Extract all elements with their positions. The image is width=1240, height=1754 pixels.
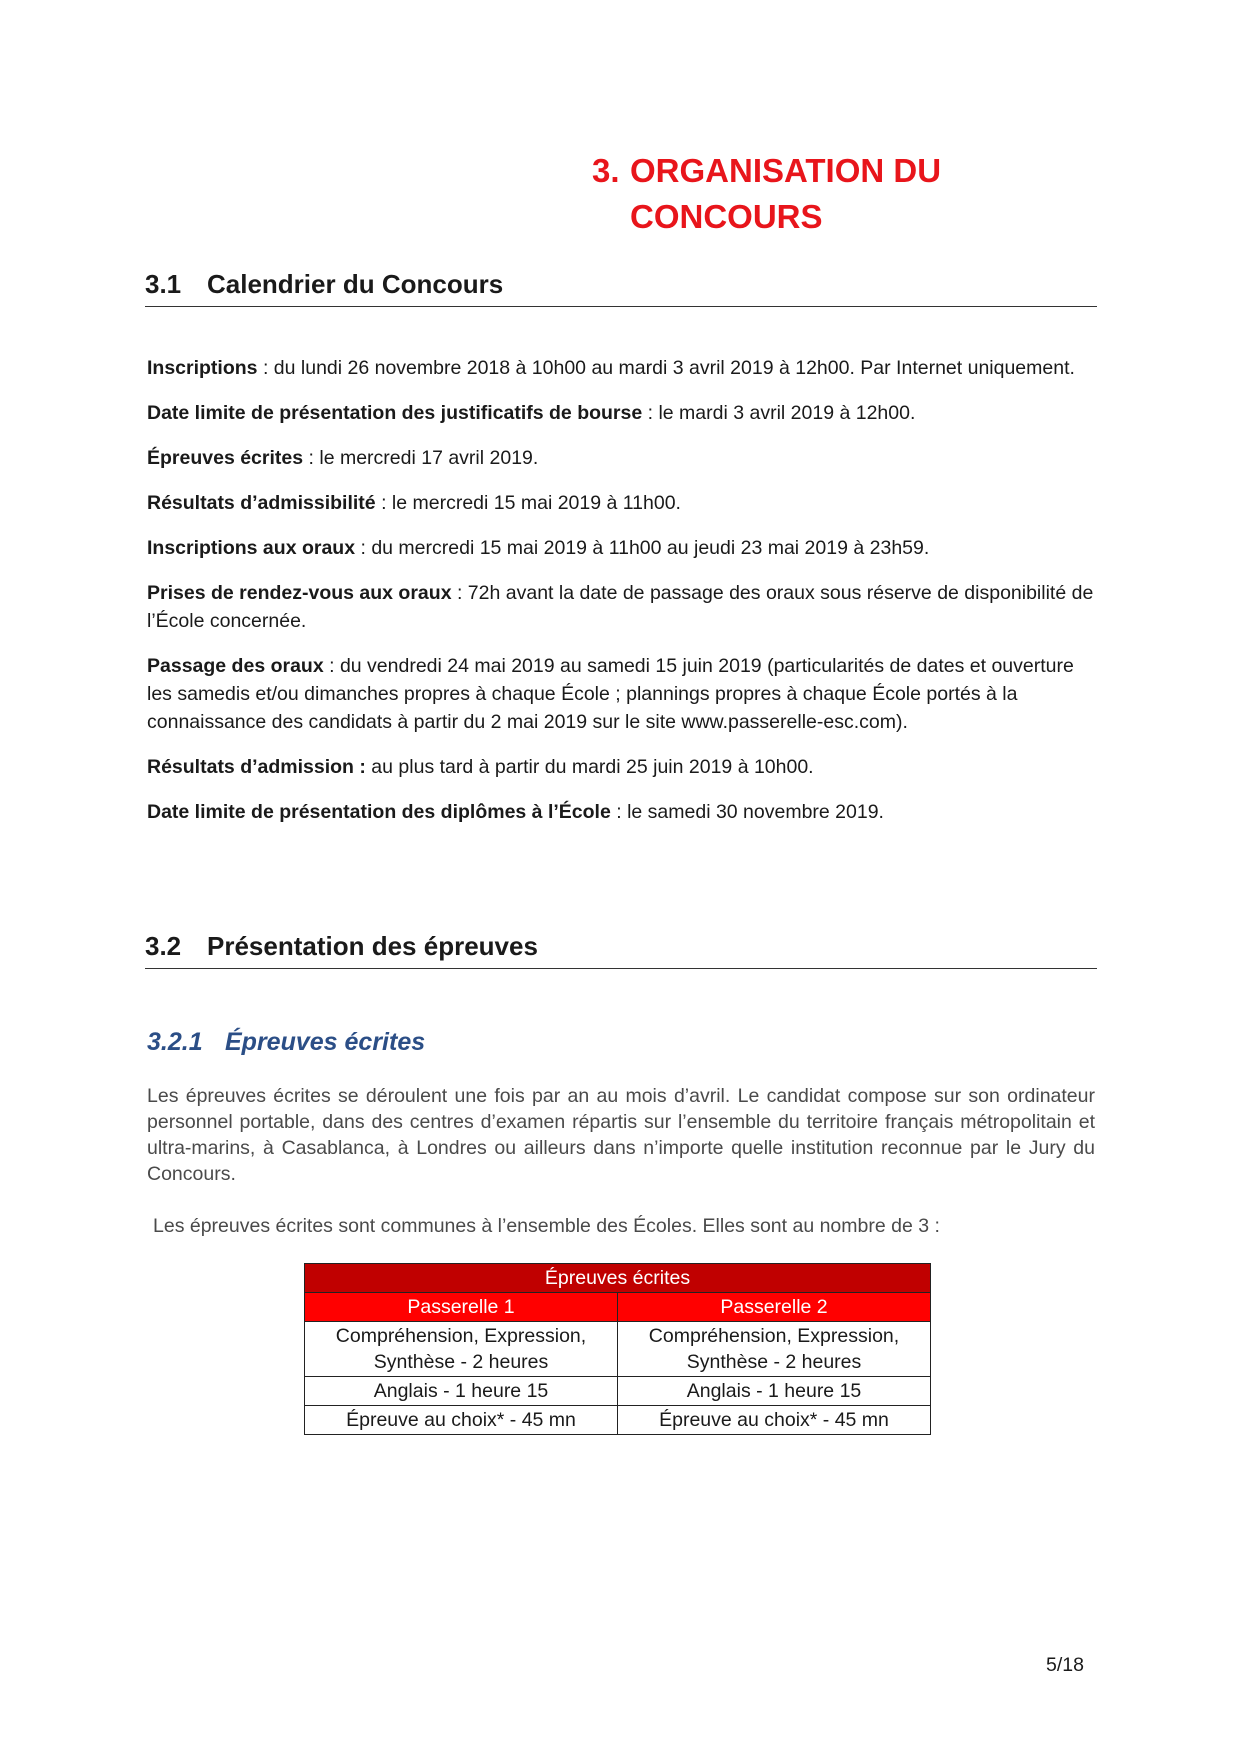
calendar-item [147, 399, 1097, 427]
table-cell: Épreuve au choix* - 45 mn [618, 1406, 931, 1435]
calendar-item-text: : du lundi 26 novembre 2018 à 10h00 au mardi 3 avril 2019 à 12h00. Par Internet uniquement. [257, 357, 1075, 379]
table-row [305, 1322, 931, 1377]
exam-table [304, 1263, 931, 1435]
calendar-item-text: : le mardi 3 avril 2019 à 12h00. [642, 402, 916, 424]
calendar-item-label: Passage des oraux [147, 655, 324, 677]
table-cell: Anglais - 1 heure 15 [618, 1377, 931, 1406]
calendar-item [147, 534, 1097, 562]
calendar-item-text: : le samedi 30 novembre 2019. [610, 801, 884, 823]
chapter-title-line1: ORGANISATION DU [630, 152, 942, 189]
calendar-item-label: Date limite de présentation des justificatifs de bourse [147, 402, 643, 424]
chapter-title [592, 148, 1012, 240]
table-row [305, 1377, 931, 1406]
calendar-item [147, 753, 1097, 781]
section-title: Présentation des épreuves [207, 931, 538, 961]
section-title: Calendrier du Concours [207, 269, 504, 299]
calendar-item-label: Date limite de présentation des diplômes à l’École [147, 801, 611, 823]
calendar-item-text: au plus tard à partir du mardi 25 juin 2019 à 10h00. [365, 756, 814, 778]
calendar-item-label: Inscriptions aux oraux [147, 537, 356, 559]
calendar-item-text: : du mercredi 15 mai 2019 à 11h00 au jeudi 23 mai 2019 à 23h59. [355, 537, 930, 559]
chapter-title-line2: CONCOURS [630, 198, 823, 235]
section-number: 3.1 [145, 269, 182, 299]
calendar-item-text: : le mercredi 15 mai 2019 à 11h00. [375, 492, 681, 514]
exam-count-paragraph: Les épreuves écrites sont communes à l’ensemble des Écoles. Elles sont au nombre de 3 : [153, 1215, 940, 1237]
calendar-item [147, 798, 1097, 826]
table-row [305, 1406, 931, 1435]
section-heading-exams [145, 930, 1097, 969]
exam-table-title: Épreuves écrites [305, 1264, 931, 1293]
calendar-item-text: : 72h avant la date de passage des oraux sous réserve de disponibilité de l’École concernée. [147, 582, 1094, 632]
page-number: 5/18 [1046, 1654, 1084, 1676]
calendar-item-label: Résultats d’admission : [147, 756, 366, 778]
subsection-heading-written-exams [147, 1028, 425, 1057]
intro-paragraph: Les épreuves écrites se déroulent une fois par an au mois d’avril. Le candidat compose sur son ordinateur personnel portable, dans des centres d’examen répartis sur l’ensemble du territoire français métropolitain et ultra-marins, à Casablanca, à Londres ou ailleurs dans n’importe quelle institution reconnue par le Jury du Concours. [147, 1085, 1095, 1185]
table-cell: Anglais - 1 heure 15 [305, 1377, 618, 1406]
subsection-number: 3.2.1 [147, 1028, 203, 1056]
table-cell: Compréhension, Expression, Synthèse - 2 heures [618, 1322, 931, 1377]
calendar-item-label: Inscriptions [147, 357, 258, 379]
calendar-item [147, 579, 1097, 635]
calendar-item [147, 444, 1097, 472]
section-heading-calendar [145, 268, 1097, 307]
table-cell: Compréhension, Expression, Synthèse - 2 heures [305, 1322, 618, 1377]
section-number: 3.2 [145, 931, 182, 961]
subsection-title: Épreuves écrites [225, 1028, 426, 1056]
calendar-item-label: Épreuves écrites [147, 447, 304, 469]
calendar-item [147, 652, 1097, 736]
calendar-item-text: : le mercredi 17 avril 2019. [303, 447, 539, 469]
exam-table-column-header: Passerelle 1 [305, 1293, 618, 1322]
calendar-list [147, 354, 1097, 843]
calendar-item [147, 354, 1097, 382]
table-cell: Épreuve au choix* - 45 mn [305, 1406, 618, 1435]
calendar-item-label: Prises de rendez-vous aux oraux [147, 582, 452, 604]
calendar-item-text: : du vendredi 24 mai 2019 au samedi 15 juin 2019 (particularités de dates et ouverture les samedis et/ou dimanches propres à chaque École ; plannings propres à chaque École portés à la connaissance des candidats à partir du 2 mai 2019 sur le site www.passerelle-esc.com). [147, 655, 1074, 733]
exam-table-column-header: Passerelle 2 [618, 1293, 931, 1322]
chapter-number: 3. [592, 152, 620, 189]
calendar-item-label: Résultats d’admissibilité [147, 492, 376, 514]
calendar-item [147, 489, 1097, 517]
